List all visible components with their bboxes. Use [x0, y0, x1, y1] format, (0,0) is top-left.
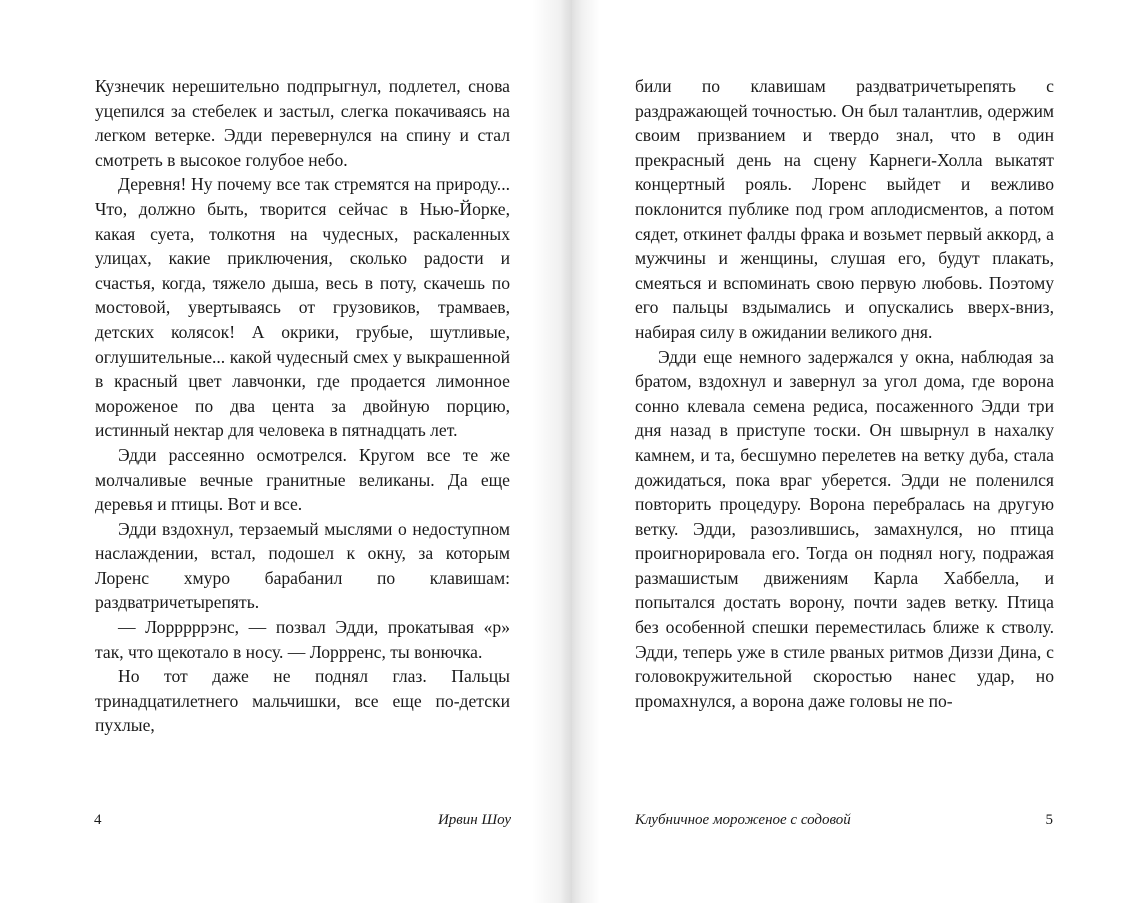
page-number: 4: [94, 812, 102, 828]
left-page-text: [95, 74, 510, 738]
page-number: 5: [1045, 812, 1053, 828]
gutter-shadow: [532, 0, 572, 903]
paragraph: Эдди еще немного задержался у окна, наблюдая за братом, вздохнул и завернул за угол дома, где ворона сонно клевала семена редиса, посаженного Эдди три дня назад в приступе тоски. Он швырнул в нахалку камнем, и та, бесшумно перелетев на ветку дуба, стала дожидаться, пока враг уберется. Эдди не поленился повторить процедуру. Ворона перебралась на другую ветку. Эдди, разозлившись, замахнулся, но птица проигнорировала его. Тогда он поднял ногу, подражая размашистым движениям Карла Хаббелла, и попытался достать ворону, почти задев ветку. Птица без особенной спешки переместилась ближе к стволу. Эдди, теперь уже в стиле рваных ритмов Диззи Дина, с головокружительной скоростью нанес удар, но промахнулся, а ворона даже головы не по-: [635, 346, 1054, 711]
paragraph: — Лорррррэнс, — позвал Эдди, прокатывая «р» так, что щекотало в носу. — Лоррренс, ты вонючка.: [95, 617, 510, 662]
paragraph: Эдди рассеянно осмотрелся. Кругом все те же молчаливые вечные гранитные великаны. Да еще деревья и птицы. Вот и все.: [95, 444, 510, 515]
right-page-text: [635, 74, 1054, 713]
right-page: [572, 0, 1143, 903]
paragraph: Деревня! Ну почему все так стремятся на природу... Что, должно быть, творится сейчас в Нью-Йорке, какая суета, толкотня на чудесных, раскаленных улицах, какие приключения, сколько радости и счастья, когда, тяжело дыша, весь в поту, скачешь по мостовой, увертываясь от грузовиков, трамваев, детских колясок! А окрики, грубые, шутливые, оглушительные... какой чудесный смех у выкрашенной в красный цвет лавчонки, где продается лимонное мороженое по два цента за двойную порцию, истинный нектар для человека в пятнадцать лет.: [95, 174, 510, 441]
paragraph: били по клавишам раздватричетырепять с раздражающей точностью. Он был талантлив, одержим своим призванием и твердо знал, что в один прекрасный день на сцену Карнеги-Холла выкатят концертный рояль. Лоренс выйдет и вежливо поклонится публике под гром аплодисментов, а потом сядет, откинет фалды фрака и возьмет первый аккорд, а мужчины и женщины, слушая его, будут плакать, смеяться и вспоминать свою первую любовь. Поэтому его пальцы вздымались и опускались вверх-вниз, набирая силу в ожидании великого дня.: [635, 76, 1054, 342]
running-head-author: Ирвин Шоу: [437, 812, 511, 828]
running-head-title: Клубничное мороженое с содовой: [635, 812, 851, 828]
paragraph: Кузнечик нерешительно подпрыгнул, подлетел, снова уцепился за стебелек и застыл, слегка покачиваясь на легком ветерке. Эдди перевернулся на спину и стал смотреть в высокое голубое небо.: [95, 76, 510, 170]
gutter-shadow: [572, 0, 600, 903]
paragraph: Но тот даже не поднял глаз. Пальцы тринадцатилетнего мальчишки, все еще по-детски пухлые,: [95, 666, 510, 736]
paragraph: Эдди вздохнул, терзаемый мыслями о недоступном наслаждении, встал, подошел к окну, за которым Лоренс хмуро барабанил по клавишам: раздватричетырепять.: [95, 518, 510, 613]
